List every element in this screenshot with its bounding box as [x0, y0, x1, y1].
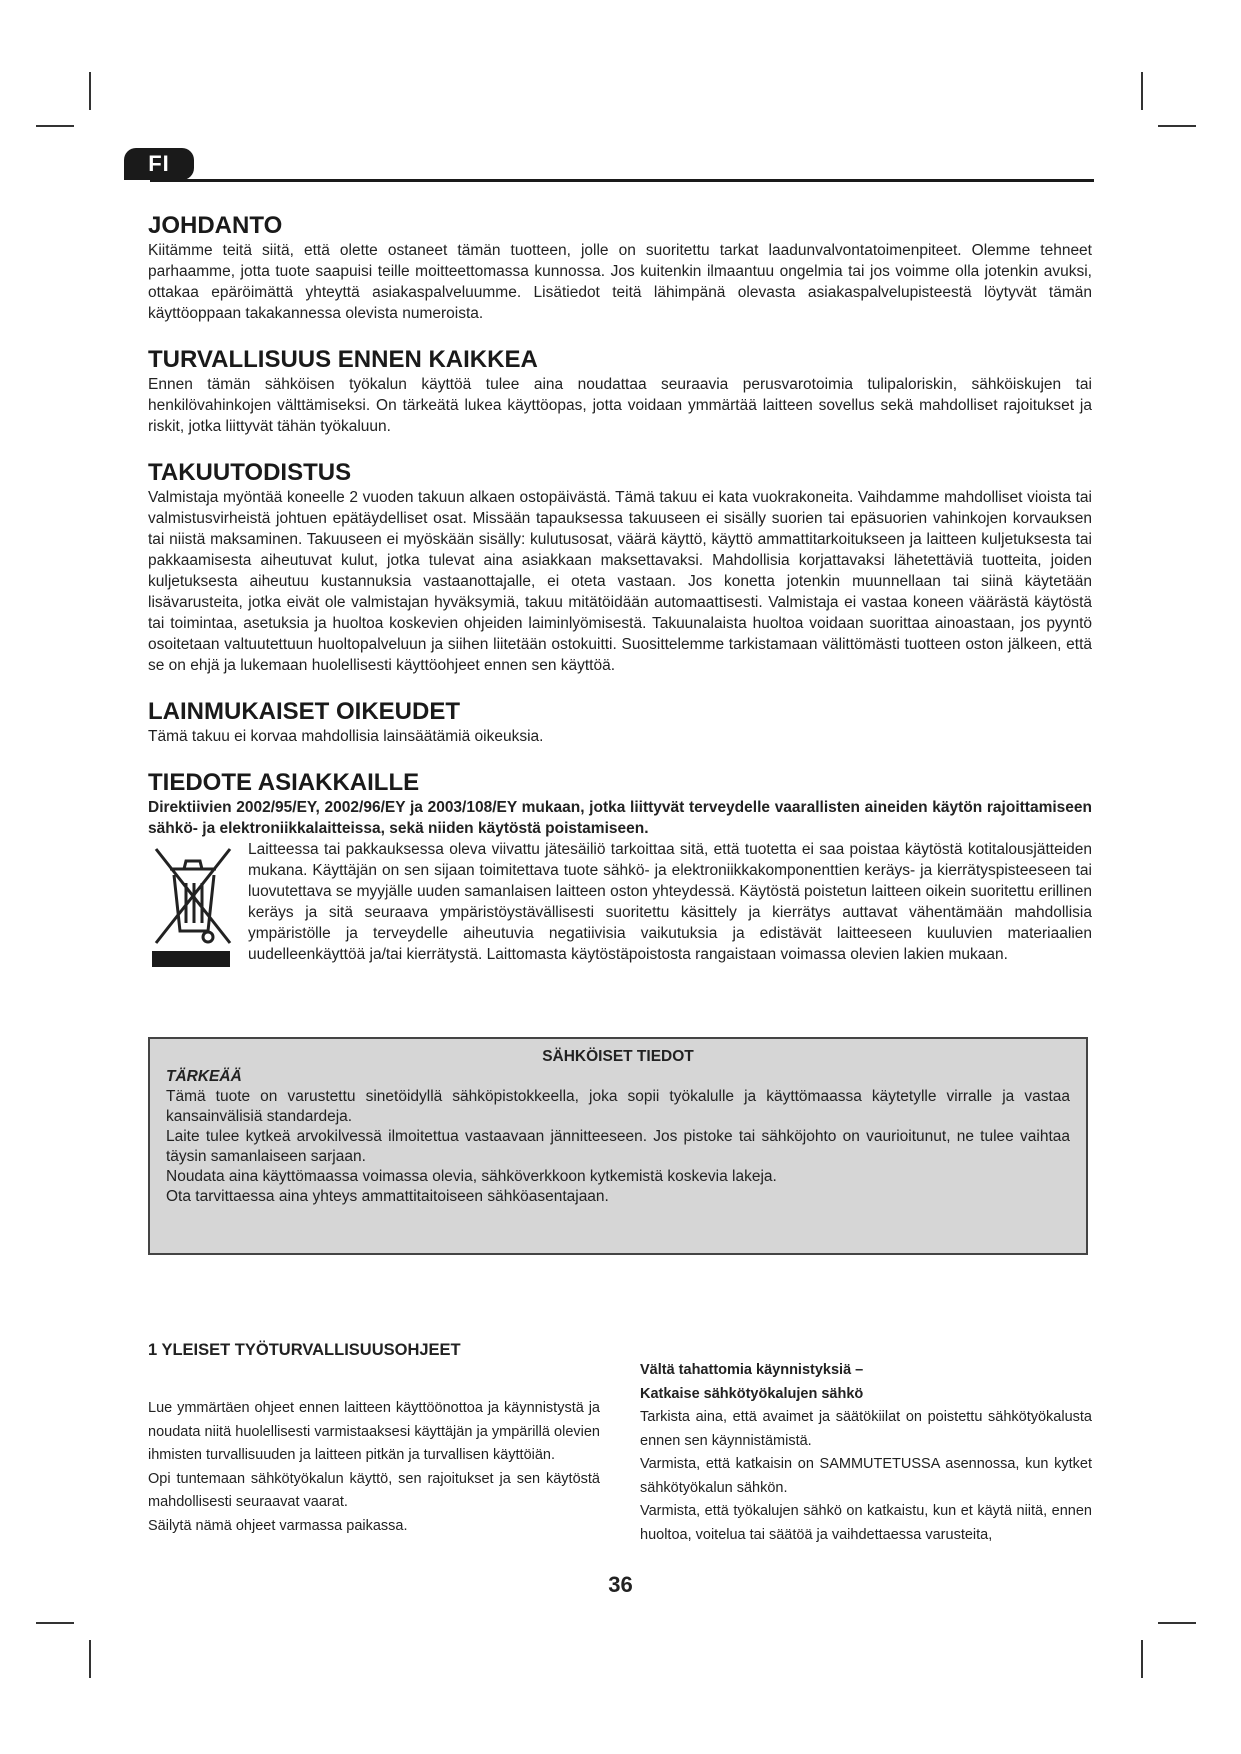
right-paragraph: Tarkista aina, että avaimet ja säätökiilat on poistettu sähkötyökalusta ennen sen käynnistämistä.	[640, 1409, 1092, 1449]
section-title: TIEDOTE ASIAKKAILLE	[148, 769, 420, 796]
section-lainmukaiset	[148, 698, 1092, 747]
section-text: Valmistaja myöntää koneelle 2 vuoden takuun alkaen ostopäivästä. Tämä takuu ei kata vuokrakoneita. Vaihdamme mahdolliset vioista tai valmistusvirheistä johtuen epätäydelliset osat. Missään tapauksessa takuuseen ei sisälly suorien tai epäsuorien vahinkojen korvauksen tai niistä maksaminen. Takuuseen ei myöskään sisälly: kulutusosat, väärä käyttö, käyttö ammattitarkoitukseen ja laitteen kuljetuksesta tai pakkaamisesta aiheutuvat kulut, jotka tulevat aina asiakkaan maksettavaksi. Mahdollisia korjattavaksi lähetettäviä tuotteita, joiden kuljetuksesta aiheutuu kustannuksia vastaanottajalle, ei oteta vastaan. Jos konetta jotenkin muunnellaan tai siinä käytetään lisävarusteita, jotka eivät ole valmistajan hyväksymiä, takuu mitätöidään automaattisesti. Valmistaja ei vastaa koneen väärästä käytöstä tai toimintaa, asetuksia ja huoltoa koskevien ohjeiden laiminlyömisestä. Takuunalaista huoltoa voidaan suorittaa ainoastaan, jos pyyntö osoitetaan valtuutettuun huoltopalveluun ja siihen liitetään ostokuitti. Suosittelemme tarkistamaan välittömästi tuotteen oston jälkeen, että se on ehjä ja lukemaan huolellisesti käyttöohjeet ennen sen käyttöä.	[148, 489, 1092, 674]
right-paragraph: Varmista, että katkaisin on SAMMUTETUSSA asennossa, kun kytket sähkötyökalun sähkön.	[640, 1456, 1092, 1496]
electrical-line: Tämä tuote on varustettu sinetöidyllä sähköpistokkeella, joka sopii työkalulle ja käyttömaassa käytetylle virralle ja vastaa kansainvälisiä standardeja.	[166, 1088, 1070, 1125]
section-takuu	[148, 459, 1092, 676]
crop-mark	[1141, 1640, 1143, 1678]
right-heading: Vältä tahattomia käynnistyksiä –	[640, 1362, 864, 1378]
directive-intro: Direktiivien 2002/95/EY, 2002/96/EY ja 2003/108/EY mukaan, jotka liittyvät terveydelle vaarallisten aineiden käytön rajoittamiseen sähkö- ja elektroniikkalaitteissa, sekä niiden käytöstä poistamiseen.	[148, 799, 1092, 837]
crop-mark	[36, 1622, 74, 1624]
section-turvallisuus	[148, 346, 1092, 437]
crop-mark	[1158, 1622, 1196, 1624]
weee-text: Laitteessa tai pakkauksessa oleva viivattu jätesäiliö tarkoittaa sitä, että tuotetta ei saa poistaa käytöstä kotitalousjätteiden mukana. Käyttäjän on sen sijaan toimitettava tuote sähkö- ja elektroniikkakomponenttien keräys- ja kierrätyspisteeseen tai luovutettava se myyjälle uuden samanlaisen laitteen oston yhteydessä. Käytöstä poistetun laitteen oikein suoritettu erillinen keräys ja sitä seuraava ympäristöystävällisesti suoritettu käsittely ja kierrätys auttavat vähentämään mahdollisia ympäristölle ja terveydelle aiheutuvia negatiivisia vaikutuksia ja edistävät laitteeseen kuuluvien materiaalien uudelleenkäyttöä ja/tai kierrätystä. Laittomasta käytöstäpoistosta rangaistaan voimassa olevien lakien mukaan.	[248, 841, 1092, 963]
electrical-info-box	[148, 1037, 1088, 1255]
left-paragraph: Säilytä nämä ohjeet varmassa paikassa.	[148, 1517, 408, 1534]
right-paragraph: Varmista, että työkalujen sähkö on katkaistu, kun et käytä niitä, ennen huoltoa, voitelua tai säätöä ja vaihdettaessa varusteita,	[640, 1503, 1092, 1543]
electrical-line: Ota tarvittaessa aina yhteys ammattitaitoiseen sähköasentajaan.	[166, 1188, 609, 1205]
left-column	[148, 1383, 600, 1547]
section-title: LAINMUKAISET OIKEUDET	[148, 698, 460, 725]
crossed-bin-icon	[148, 839, 248, 969]
header-rule	[150, 179, 1094, 182]
crop-mark	[89, 72, 91, 110]
section-title: TURVALLISUUS ENNEN KAIKKEA	[148, 346, 538, 373]
right-heading: Katkaise sähkötyökalujen sähkö	[640, 1385, 864, 1402]
section-text: Tämä takuu ei korvaa mahdollisia lainsäätämiä oikeuksia.	[148, 728, 544, 745]
electrical-title: SÄHKÖISET TIEDOT	[542, 1048, 694, 1065]
important-label: TÄRKEÄÄ	[166, 1068, 242, 1085]
page-number: 36	[608, 1572, 633, 1597]
crop-mark	[1158, 125, 1196, 127]
section-text: Kiitämme teitä siitä, että olette ostaneet tämän tuotteen, jolle on suoritettu tarkat laadunvalvontatoimenpiteet. Olemme tehneet parhaamme, jotta tuote saapuisi teille moitteettomassa kunnossa. Jos kuitenkin ilmaantuu ongelmia tai jos voimme olla jotenkin avuksi, ottakaa epäröimättä yhteyttä asiakaspalveluumme. Lisätiedot teitä lähimpänä olevasta asiakaspalvelupisteestä löytyvät tämän käyttöoppaan takakannessa olevista numeroista.	[148, 242, 1092, 322]
electrical-line: Laite tulee kytkeä arvokilvessä ilmoitettua vastaavaan jännitteeseen. Jos pistoke tai sähköjohto on vaurioitunut, ne tulee vaihtaa täysin samanlaiseen sarjaan.	[166, 1128, 1070, 1165]
crop-mark	[89, 1640, 91, 1678]
left-paragraph: Lue ymmärtäen ohjeet ennen laitteen käyttöönottoa ja käynnistystä ja noudata niitä huolellisesti varmistaaksesi käyttäjän ja ympärillä olevien ihmisten turvallisuuden ja laitteen pitkän ja turvallisen käyttöiän.	[148, 1400, 600, 1463]
right-column	[640, 1359, 1092, 1547]
section-tiedote	[148, 769, 1092, 969]
general-safety-section	[148, 1340, 1092, 1547]
main-content	[148, 212, 1092, 991]
section-title: JOHDANTO	[148, 212, 283, 239]
left-paragraph: Opi tuntemaan sähkötyökalun käyttö, sen rajoitukset ja sen käytöstä mahdollisesti seuraavat vaarat.	[148, 1470, 600, 1510]
general-safety-title: 1 YLEISET TYÖTURVALLISUUSOHJEET	[148, 1341, 461, 1359]
section-title: TAKUUTODISTUS	[148, 459, 352, 486]
section-text: Ennen tämän sähköisen työkalun käyttöä tulee aina noudattaa seuraavia perusvarotoimia tulipaloriskin, sähköiskujen tai henkilövahinkojen välttämiseksi. On tärkeätä lukea käyttöopas, jotta voidaan ymmärtää laitteen sovellus sekä mahdolliset rajoitukset ja riskit, jotka liittyvät tähän työkaluun.	[148, 376, 1092, 435]
crop-mark	[36, 125, 74, 127]
weee-block	[148, 839, 1092, 969]
section-johdanto	[148, 212, 1092, 324]
language-tab: FI	[124, 148, 194, 180]
electrical-line: Noudata aina käyttömaassa voimassa olevia, sähköverkkoon kytkemistä koskevia lakeja.	[166, 1168, 777, 1185]
crop-mark	[1141, 72, 1143, 110]
